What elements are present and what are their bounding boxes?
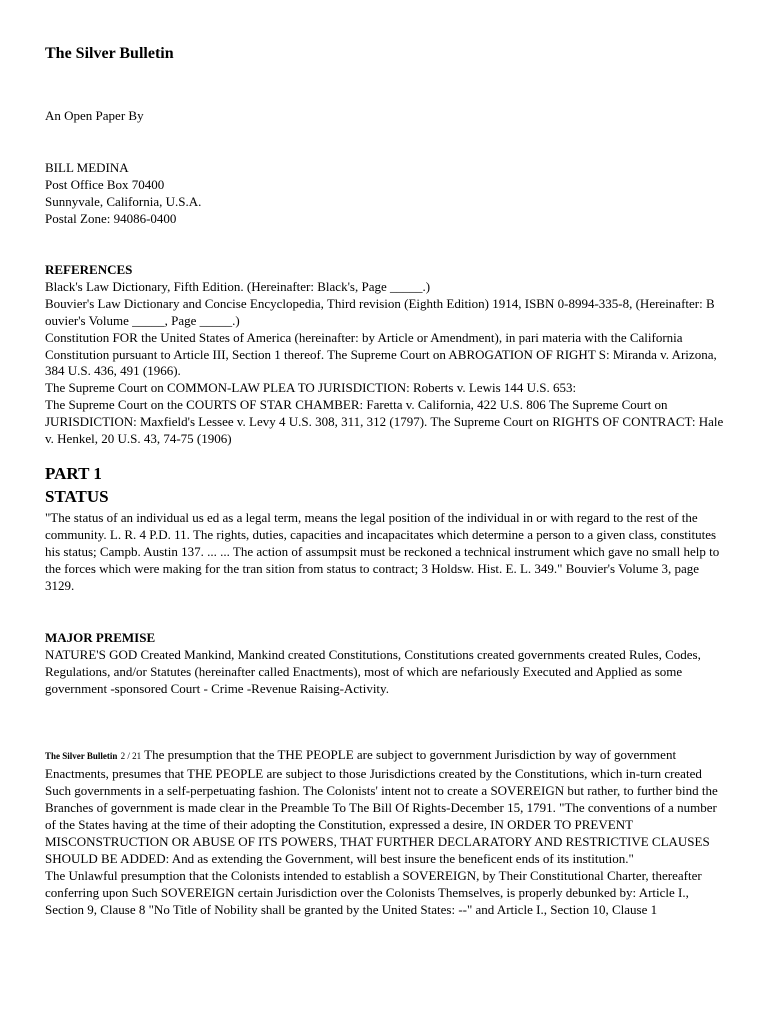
continued-paragraph (45, 746, 725, 867)
reference-line: The Supreme Court on the COURTS OF STAR CHAMBER: Faretta v. California, 422 U.S. 806 The Supreme Court on JURISDICTION: Maxfield's Lessee v. Levy 4 U.S. 308, 311, 312 (1797). The Supreme Court on RIGHTS OF CONTRACT: Hale v. Henkel, 20 U.S. 43, 74-75 (1906) (45, 397, 724, 447)
unlawful-presumption-paragraph: The Unlawful presumption that the Colonists intended to establish a SOVEREIGN, by Their Constitutional Charter, thereafter conferring upon Such SOVEREIGN certain Jurisdiction over the Colonists Themselves, is properly debunked by: Article I., Section 9, Clause 8 "No Title of Nobility shall be granted by the United States: --" and Article I., Section 10, Clause 1 (45, 868, 702, 917)
reference-line: Black's Law Dictionary, Fifth Edition. (Hereinafter: Black's, Page _____.) (45, 278, 431, 294)
reference-line: The Supreme Court on COMMON-LAW PLEA TO JURISDICTION: Roberts v. Lewis 144 U.S. 653: (45, 380, 577, 396)
reference-line: Constitution FOR the United States of America (hereinafter: by Article or Amendment), in pari materia with the California Constitution pursuant to Article III, Section 1 thereof. The Supreme Court on ABROGATION OF RIGHT S: Miranda v. Arizona, 384 U.S. 436, 491 (1966). (45, 329, 717, 379)
major-premise-section (45, 629, 725, 697)
postal-zone: Postal Zone: 94086-0400 (45, 211, 177, 226)
author-name: BILL MEDINA (45, 160, 129, 175)
status-paragraph: "The status of an individual us ed as a legal term, means the legal position of the individual in or with regard to the rest of the community. L. R. 4 P.D. 11. The rights, duties, capacities and incapacitates which determine a person to a given class, constitutes his status; Campb. Austin 137. ... ... The action of assumpsit must be reckoned a technical instrument which gave no small help to the forces which were making for the tran sition from status to contract; 3 Holdsw. Hist. E. L. 349." Bouvier's Volume 3, page 3129. (45, 510, 720, 593)
continued-paragraph-text: The presumption that the THE PEOPLE are subject to government Jurisdiction by way of government Enactments, presumes that THE PEOPLE are subject to those Jurisdictions created by the Constitutions, which in-turn created Such governments in a self-perpetuating fashion. The Colonists' intent not to create a SOVEREIGN but rather, to further bind the Branches of government is made clear in the Preamble To The Bill Of Rights-December 15, 1791. "The conventions of a number of the States having at the time of their adopting the Constitution, expressed a desire, IN ORDER TO PREVENT MISCONSTRUCTION OR ABUSE OF ITS POWERS, THAT FURTHER DECLARATORY AND RESTRICTIVE CLAUSES SHOULD BE ADDED: And as extending the Government, will best insure the beneficent ends of its institution." (45, 747, 718, 866)
page-number: 2 / 21 (120, 751, 142, 761)
author-address (45, 159, 201, 227)
major-premise-heading: MAJOR PREMISE (45, 630, 156, 645)
part-heading (45, 462, 109, 508)
status-section (45, 509, 725, 594)
part-subtitle: STATUS (45, 487, 109, 506)
city-line: Sunnyvale, California, U.S.A. (45, 194, 202, 209)
post-office-box: Post Office Box 70400 (45, 177, 165, 192)
references-heading: REFERENCES (45, 262, 133, 277)
continued-section (45, 746, 725, 918)
reference-line: Bouvier's Law Dictionary and Concise Encyclopedia, Third revision (Eighth Edition) 1914, ISBN 0-8994-335-8, (Hereinafter: B ouvier's Volume _____, Page _____.) (45, 295, 715, 328)
byline: An Open Paper By (45, 108, 144, 123)
document-title: The Silver Bulletin (45, 45, 174, 62)
major-premise-paragraph: NATURE'S GOD Created Mankind, Mankind created Constitutions, Constitutions created governments created Rules, Codes, Regulations, and/or Statutes (hereinafter called Enactments), most of which are nefariously Executed and Applied as some government -sponsored Court - Crime -Revenue Raising-Activity. (45, 647, 701, 696)
part-label: PART 1 (45, 464, 102, 483)
references-section (45, 262, 725, 448)
running-header: The Silver Bulletin (45, 751, 118, 761)
